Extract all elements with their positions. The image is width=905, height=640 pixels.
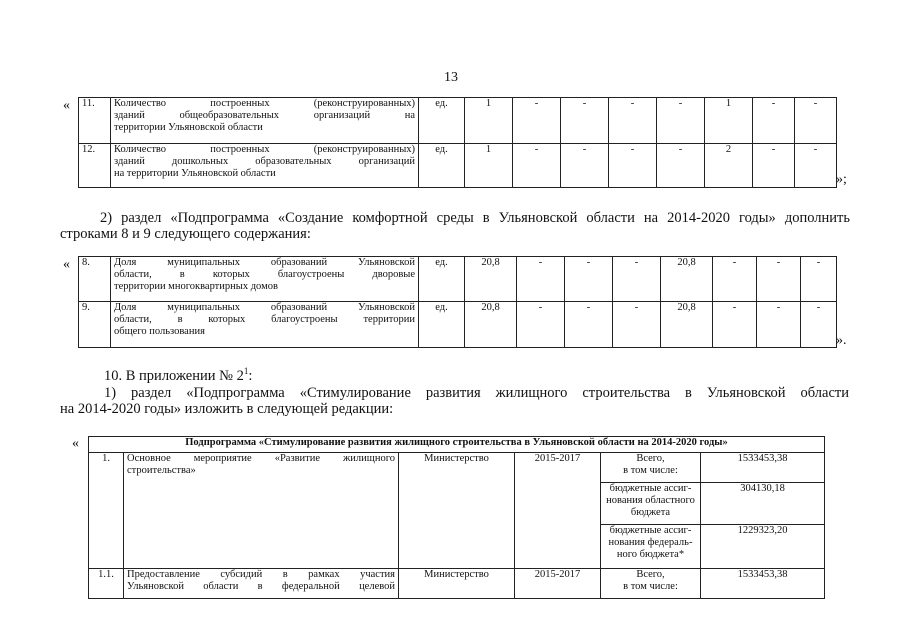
- value-cell: -: [753, 98, 795, 144]
- paragraph-section-2-cont: строками 8 и 9 следующего содержания:: [60, 226, 311, 242]
- value-cell: -: [713, 302, 757, 348]
- value-cell: -: [657, 98, 705, 144]
- value-cell: -: [609, 98, 657, 144]
- table-header-row: [89, 437, 825, 453]
- funding-amount: 304130,18: [701, 483, 825, 525]
- period: 2015-2017: [515, 453, 601, 569]
- value-cell: -: [795, 144, 837, 188]
- indicator-name: Доля муниципальных образований Ульяновской области, в которых благоустроены территории общего пользования: [111, 302, 419, 348]
- funding-source: бюджетные ассиг- нования областного бюджета: [601, 483, 701, 525]
- executor: Министерство: [399, 569, 515, 599]
- indicator-name: Количество построенных (реконструированных) зданий общеобразовательных организаций на территории Ульяновской области: [111, 98, 419, 144]
- opening-quote: «: [63, 98, 70, 113]
- opening-quote: «: [63, 257, 70, 272]
- value-cell: 20,8: [661, 302, 713, 348]
- paragraph-section-1-cont: на 2014-2020 годы» изложить в следующей редакции:: [60, 401, 394, 417]
- value-cell: -: [565, 257, 613, 302]
- table-row: [79, 144, 837, 188]
- funding-amount: 1533453,38: [701, 453, 825, 483]
- row-number: 9.: [79, 302, 111, 348]
- value-cell: -: [609, 144, 657, 188]
- value-cell: -: [513, 144, 561, 188]
- page-number: 13: [444, 70, 458, 85]
- opening-quote: «: [72, 436, 79, 451]
- value-cell: 20,8: [465, 257, 517, 302]
- value-cell: -: [613, 257, 661, 302]
- funding-source: Всего, в том числе:: [601, 569, 701, 599]
- activity-name: Основное мероприятие «Развитие жилищного строительства»: [124, 453, 399, 569]
- table-row: [79, 98, 837, 144]
- closing-mark: ».: [836, 333, 847, 348]
- subprogram-table: [88, 436, 825, 599]
- value-cell: -: [561, 144, 609, 188]
- value-cell: 1: [465, 98, 513, 144]
- value-cell: -: [757, 257, 801, 302]
- value-cell: -: [517, 257, 565, 302]
- funding-amount: 1229323,20: [701, 525, 825, 569]
- value-cell: 20,8: [465, 302, 517, 348]
- value-cell: -: [713, 257, 757, 302]
- row-number: 1.1.: [89, 569, 124, 599]
- value-cell: 1: [465, 144, 513, 188]
- indicator-name: Доля муниципальных образований Ульяновской области, в которых благоустроены дворовые территории многоквартирных домов: [111, 257, 419, 302]
- value-cell: -: [613, 302, 661, 348]
- unit: ед.: [419, 144, 465, 188]
- table-row: [89, 453, 825, 483]
- funding-amount: 1533453,38: [701, 569, 825, 599]
- value-cell: -: [795, 98, 837, 144]
- value-cell: -: [757, 302, 801, 348]
- value-cell: 20,8: [661, 257, 713, 302]
- paragraph-appendix: 10. В приложении № $2^1$:: [104, 366, 253, 384]
- table-row: [79, 302, 837, 348]
- value-cell: -: [753, 144, 795, 188]
- paragraph-section-2: 2) раздел «Подпрограмма «Создание комфортной среды в Ульяновской области на 2014-2020 годы» дополнить: [100, 210, 850, 226]
- row-number: 12.: [79, 144, 111, 188]
- funding-source: Всего, в том числе:: [601, 453, 701, 483]
- unit: ед.: [419, 257, 465, 302]
- subprogram-title: Подпрограмма «Стимулирование развития жилищного строительства в Ульяновской области на 2014-2020 годы»: [89, 437, 825, 453]
- closing-mark: »;: [836, 172, 847, 187]
- indicators-table-2: [78, 256, 837, 348]
- table-row: [89, 569, 825, 599]
- value-cell: -: [801, 257, 837, 302]
- value-cell: -: [565, 302, 613, 348]
- value-cell: -: [561, 98, 609, 144]
- row-number: 8.: [79, 257, 111, 302]
- table-row: [79, 257, 837, 302]
- unit: ед.: [419, 98, 465, 144]
- period: 2015-2017: [515, 569, 601, 599]
- value-cell: 2: [705, 144, 753, 188]
- indicator-name: Количество построенных (реконструированных) зданий дошкольных образовательных организаций на территории Ульяновской области: [111, 144, 419, 188]
- paragraph-section-1: 1) раздел «Подпрограмма «Стимулирование развития жилищного строительства в Ульяновской области: [104, 385, 849, 401]
- activity-name: Предоставление субсидий в рамках участия Ульяновской области в федеральной целевой: [124, 569, 399, 599]
- funding-source: бюджетные ассиг- нования федераль- ного бюджета*: [601, 525, 701, 569]
- value-cell: -: [801, 302, 837, 348]
- row-number: 1.: [89, 453, 124, 569]
- value-cell: -: [517, 302, 565, 348]
- value-cell: -: [657, 144, 705, 188]
- value-cell: -: [513, 98, 561, 144]
- indicators-table-1: [78, 97, 837, 188]
- row-number: 11.: [79, 98, 111, 144]
- unit: ед.: [419, 302, 465, 348]
- value-cell: 1: [705, 98, 753, 144]
- executor: Министерство: [399, 453, 515, 569]
